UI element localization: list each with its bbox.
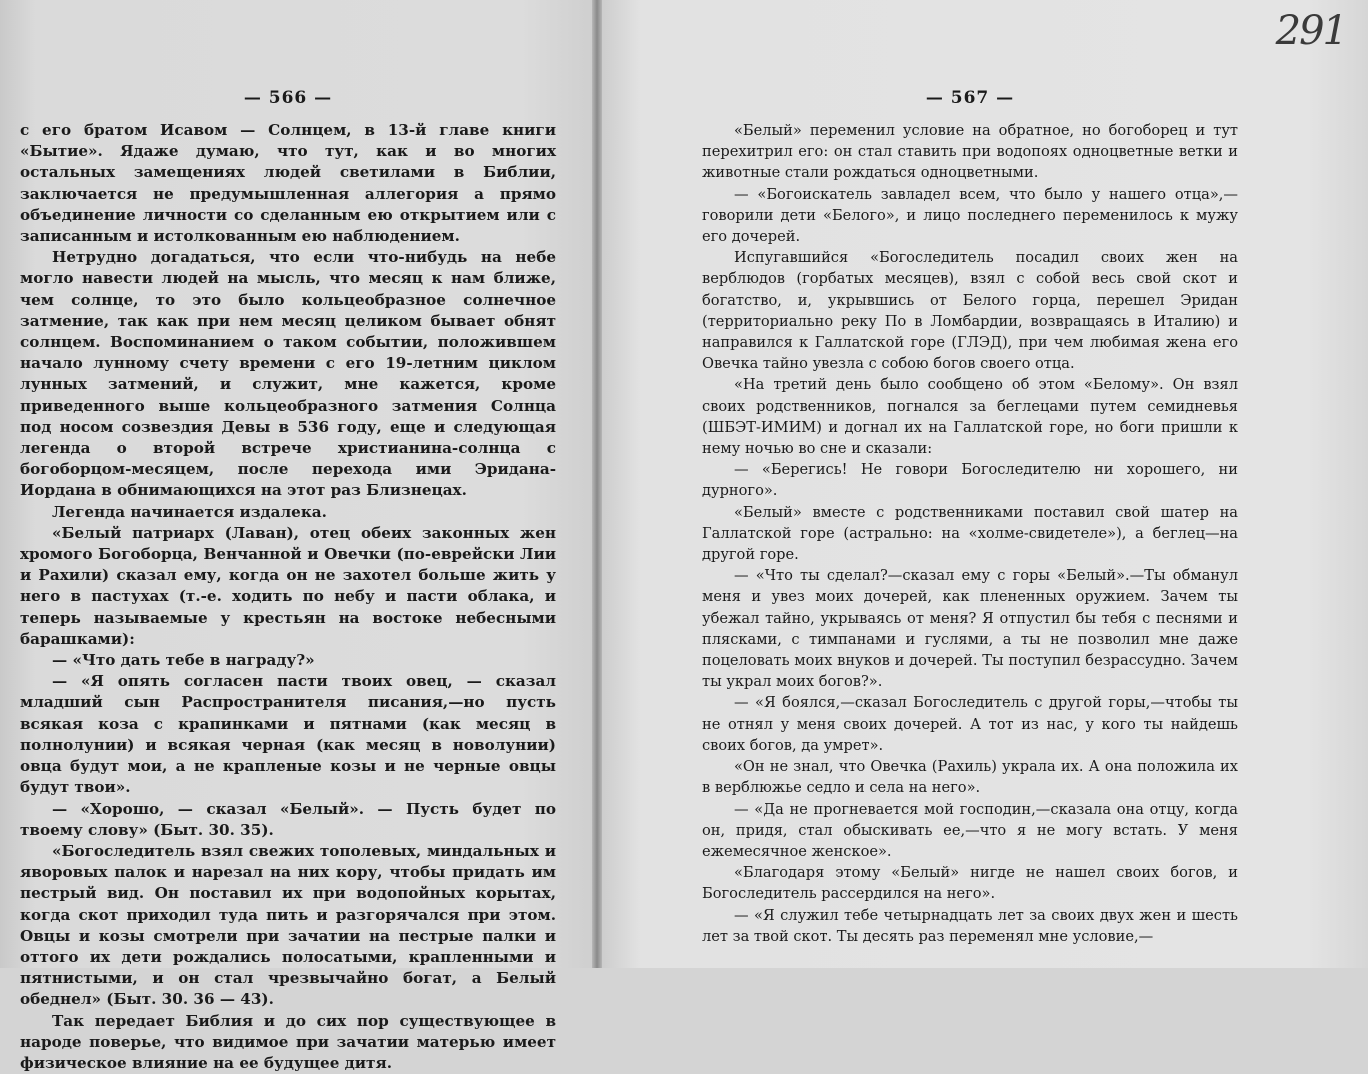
paragraph: «Белый» переменил условие на обратное, но богоборец и тут перехитрил его: он стал ставить при водопоях одноцветные ветки и животные стали рождаться одноцветными.	[702, 122, 1238, 182]
paragraph: Легенда начинается издалека.	[52, 502, 327, 521]
paragraph: — «Что дать тебе в награду?»	[52, 651, 315, 670]
paragraph: — «Я опять согласен пасти твоих овец, — сказал младший сын Распространителя писания,—но пусть всякая коза с крапинками и пятнами (как месяц в полнолунии) и всякая черная (как месяц в новолунии) овца будут мои, а не крапленые козы и не черные овцы будут твои».	[20, 672, 556, 797]
paragraph: — «Что ты сделал?—сказал ему с горы «Белый».—Ты обманул меня и увез моих дочерей, как плененных оружием. Зачем ты убежал тайно, укрываясь от меня? Я отпустил бы тебя с песнями и плясками, с тимпанами и гуслями, а ты не позволил мне даже поцеловать моих внуков и дочерей. Ты поступил безрассудно. Зачем ты украл моих богов?».	[702, 567, 1238, 691]
right-page	[602, 0, 1368, 968]
paragraph: Нетрудно догадаться, что если что-нибудь на небе могло навести людей на мысль, что месяц к нам ближе, чем солнце, то это было кольцеобразное солнечное затмение, так как при нем месяц целиком бывает обнят солнцем. Воспоминанием о таком событии, положившем начало лунному счету времени с его 19-летним циклом лунных затмений, и служит, мне кажется, кроме приведенного выше кольцеобразного затмения Солнца под носом созвездия Девы в 536 году, еще и следующая легенда о второй встрече христианина-солнца с богоборцом-месяцем, после перехода ими Эридана-Иордана в обнимающихся на этот раз Близнецах.	[20, 248, 556, 500]
paragraph: «Белый патриарх (Лаван), отец обеих законных жен хромого Богоборца, Венчанной и Овечки (по-еврейски Лии и Рахили) сказал ему, когда он не захотел больше жить у него в пастухах (т.-е. ходить по небу и пасти облака, и теперь называемые у крестьян на востоке небесными барашками):	[20, 523, 556, 648]
handwritten-sheet-number: 291	[1275, 8, 1346, 54]
left-page	[0, 0, 592, 1072]
page-number-right: — 567 —	[925, 88, 1015, 108]
paragraph: — «Да не прогневается мой господин,—сказала она отцу, когда он, придя, стал обыскивать ее,—что я не могу встать. У меня ежемесячное женское».	[702, 800, 1238, 860]
left-page-text	[20, 120, 556, 1074]
paragraph: «Он не знал, что Овечка (Рахиль) украла их. А она положила их в верблюжье седло и села на него».	[702, 758, 1238, 797]
right-page-text	[702, 120, 1238, 947]
paragraph: «Белый» вместе с родственниками поставил свой шатер на Галлатской горе (астрально: на «холме-свидетеле»), а беглец—на другой горе.	[702, 503, 1238, 564]
paragraph: — «Я служил тебе четырнадцать лет за своих двух жен и шесть лет за твой скот. Ты десять раз переменял мне условие,—	[702, 906, 1238, 945]
paragraph: — «Хорошо, — сказал «Белый». — Пусть будет по твоему слову» (Быт. 30. 35).	[20, 799, 556, 839]
paragraph: — «Я боялся,—сказал Богоследитель с другой горы,—чтобы ты не отнял у меня своих дочерей. А тот из нас, у кого ты найдешь своих богов, да умрет».	[702, 694, 1238, 754]
paragraph: Испугавшийся «Богоследитель посадил своих жен на верблюдов (горбатых месяцев), взял с собой весь свой скот и богатство, и, укрывшись от Белого горца, перешел Эридан (территориально реку По в Ломбардии, возвращаясь в Италию) и направился к Галлатской горе (ГЛЭД), при чем любимая жена его Овечка тайно увезла с собою богов своего отца.	[702, 249, 1238, 373]
paragraph: «Благодаря этому «Белый» нигде не нашел своих богов, и Богоследитель рассердился на него».	[702, 864, 1238, 903]
paragraph: — «Богоискатель завладел всем, что было у нашего отца»,— говорили дети «Белого», и лицо последнего переменилось к мужу его дочерей.	[702, 185, 1238, 246]
page-number-left: — 566 —	[243, 88, 333, 108]
paragraph: «На третий день было сообщено об этом «Белому». Он взял своих родственников, погнался за беглецами путем семидневья (ШБЭТ-ИМИМ) и догнал их на Галлатской горе, но боги пришли к нему ночью во сне и сказали:	[702, 376, 1238, 458]
paragraph: Так передает Библия и до сих пор существующее в народе поверье, что видимое при зачатии матерью имеет физическое влияние на ее будущее дитя.	[20, 1011, 556, 1072]
book-gutter	[592, 0, 602, 968]
paragraph: — «Берегись! Не говори Богоследителю ни хорошего, ни дурного».	[702, 461, 1238, 500]
paragraph: с его братом Исавом — Солнцем, в 13-й главе книги «Бытие». Ядаже думаю, что тут, как и во многих остальных замещениях людей светилами в Библии, заключается не предумышленная аллегория а прямо объединение личности со сделанным ею открытием или с записанным и истолкованным ею наблюдением.	[20, 121, 556, 246]
paragraph: «Богоследитель взял свежих тополевых, миндальных и яворовых палок и нарезал на них кору, чтобы придать им пестрый вид. Он поставил их при водопойных корытах, когда скот приходил туда пить и разгорячался при этом. Овцы и козы смотрели при зачатии на пестрые палки и оттого их дети рождались полосатыми, крапленными и пятнистыми, и он стал чрезвычайно богат, а Белый обеднел» (Быт. 30. 36 — 43).	[20, 841, 556, 1009]
